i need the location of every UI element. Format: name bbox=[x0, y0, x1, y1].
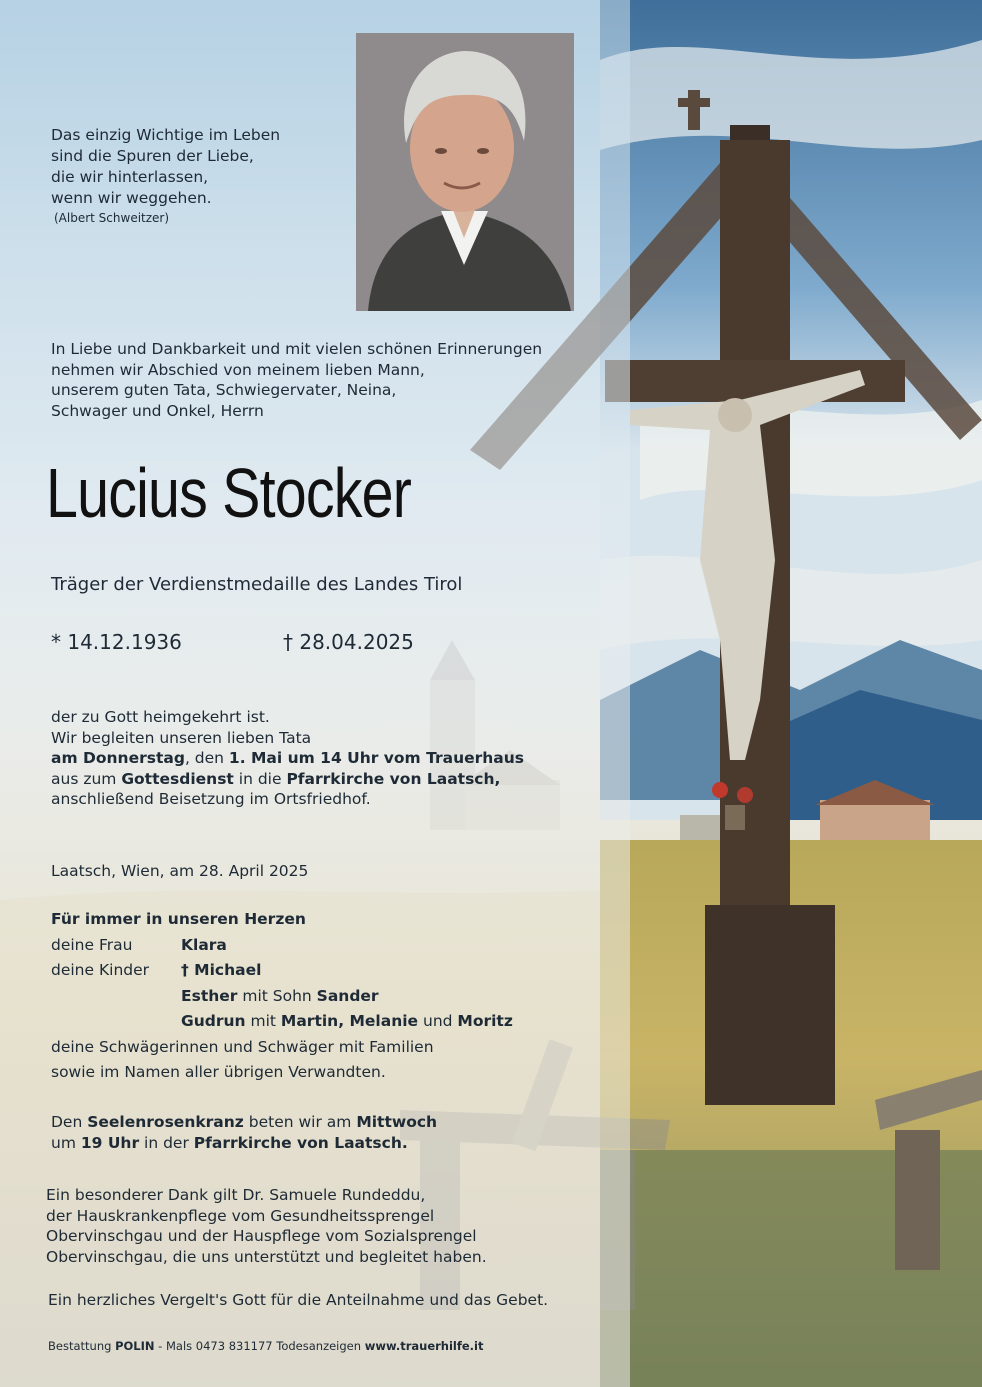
life-dates bbox=[51, 630, 414, 654]
funeral-service: Gottesdienst bbox=[121, 769, 234, 788]
funeral-details bbox=[51, 707, 524, 810]
family-line: deine Schwägerinnen und Schwäger mit Familien bbox=[51, 1037, 434, 1056]
child-name: Gudrun bbox=[181, 1012, 246, 1030]
quote-author: (Albert Schweitzer) bbox=[54, 211, 170, 225]
grandchild-name: Moritz bbox=[457, 1012, 513, 1030]
rosary-term: Seelenrosenkranz bbox=[87, 1113, 244, 1131]
family-text: und bbox=[418, 1012, 458, 1030]
rosary-day: Mittwoch bbox=[356, 1113, 438, 1131]
funeral-home-name: POLIN bbox=[115, 1339, 155, 1353]
funeral-text: aus zum bbox=[51, 769, 122, 788]
grandchild-name: Sander bbox=[316, 986, 379, 1005]
wife-label: deine Frau bbox=[51, 935, 133, 954]
quote-line: die wir hinterlassen, bbox=[51, 168, 209, 186]
footer-text: Bestattung bbox=[48, 1339, 116, 1353]
death-date: † 28.04.2025 bbox=[283, 630, 414, 654]
rosary-text: beten wir am bbox=[243, 1113, 357, 1131]
birth-date: * 14.12.1936 bbox=[51, 630, 182, 654]
rosary-line bbox=[51, 1133, 437, 1154]
portrait-photo bbox=[356, 33, 574, 311]
rosary-line bbox=[51, 1112, 437, 1133]
family-wife bbox=[51, 933, 513, 959]
funeral-line: Wir begleiten unseren lieben Tata bbox=[51, 728, 312, 747]
portrait-figure-icon bbox=[356, 33, 574, 311]
quote bbox=[51, 125, 280, 227]
funeral-line: der zu Gott heimgekehrt ist. bbox=[51, 708, 270, 726]
deceased-name: Lucius Stocker bbox=[46, 454, 411, 532]
rosary-text: um bbox=[51, 1133, 81, 1152]
family-children bbox=[51, 958, 513, 984]
funeral-text: , den bbox=[184, 749, 229, 768]
intro-line: nehmen wir Abschied von meinem lieben Mann, bbox=[51, 360, 425, 379]
funeral-line: anschließend Beisetzung im Ortsfriedhof. bbox=[51, 790, 371, 809]
rosary-time: 19 Uhr bbox=[80, 1133, 140, 1152]
family-child bbox=[51, 984, 513, 1010]
closing-text: Ein herzliches Vergelt's Gott für die Anteilnahme und das Gebet. bbox=[48, 1291, 549, 1309]
thanks-line: Obervinschgau und der Hauspflege vom Sozialsprengel bbox=[46, 1227, 477, 1246]
intro-text bbox=[51, 339, 542, 421]
rosary-text: Den bbox=[51, 1113, 88, 1131]
funeral-line bbox=[51, 748, 524, 769]
quote-line: Das einzig Wichtige im Leben bbox=[51, 126, 281, 144]
thanks-line: Obervinschgau, die uns unterstützt und begleitet haben. bbox=[46, 1247, 487, 1266]
family-child bbox=[51, 1009, 513, 1035]
quote-line: sind die Spuren der Liebe, bbox=[51, 147, 254, 165]
thanks-line: Ein besonderer Dank gilt Dr. Samuele Rundeddu, bbox=[46, 1186, 426, 1204]
family-list bbox=[51, 907, 513, 1086]
thanks-text bbox=[46, 1185, 487, 1267]
intro-line: Schwager und Onkel, Herrn bbox=[51, 401, 264, 420]
website-link[interactable]: www.trauerhilfe.it bbox=[364, 1339, 484, 1353]
grandchild-names: Martin, Melanie bbox=[280, 1012, 419, 1030]
quote-line: wenn wir weggehen. bbox=[51, 189, 212, 207]
funeral-time: 1. Mai um 14 Uhr vom Trauerhaus bbox=[228, 749, 525, 768]
footer bbox=[48, 1336, 483, 1357]
rosary-church: Pfarrkirche von Laatsch. bbox=[193, 1133, 408, 1152]
intro-line: unserem guten Tata, Schwiegervater, Neina, bbox=[51, 381, 397, 400]
funeral-text: in die bbox=[233, 769, 287, 788]
family-text: mit Sohn bbox=[237, 986, 317, 1005]
footer-text: - Mals 0473 831177 Todesanzeigen bbox=[154, 1339, 365, 1353]
funeral-day: am Donnerstag bbox=[51, 749, 185, 768]
funeral-line bbox=[51, 769, 524, 790]
family-heading-text: Für immer in unseren Herzen bbox=[51, 910, 306, 928]
funeral-church: Pfarrkirche von Laatsch, bbox=[286, 769, 501, 788]
family-text: mit bbox=[245, 1012, 281, 1030]
rosary-text: in der bbox=[139, 1133, 194, 1152]
child-name: Esther bbox=[181, 986, 238, 1005]
intro-line: In Liebe und Dankbarkeit und mit vielen schönen Erinnerungen bbox=[51, 340, 543, 358]
children-label: deine Kinder bbox=[51, 961, 150, 979]
wife-name: Klara bbox=[181, 935, 227, 954]
honor-title: Träger der Verdienstmedaille des Landes Tirol bbox=[51, 574, 463, 595]
rosary-info bbox=[51, 1112, 437, 1153]
thanks-line: der Hauskrankenpflege vom Gesundheitssprengel bbox=[46, 1206, 435, 1225]
family-heading bbox=[51, 907, 513, 933]
child-name: † Michael bbox=[181, 961, 262, 979]
family-line: sowie im Namen aller übrigen Verwandten. bbox=[51, 1063, 386, 1081]
place-date: Laatsch, Wien, am 28. April 2025 bbox=[51, 862, 309, 880]
